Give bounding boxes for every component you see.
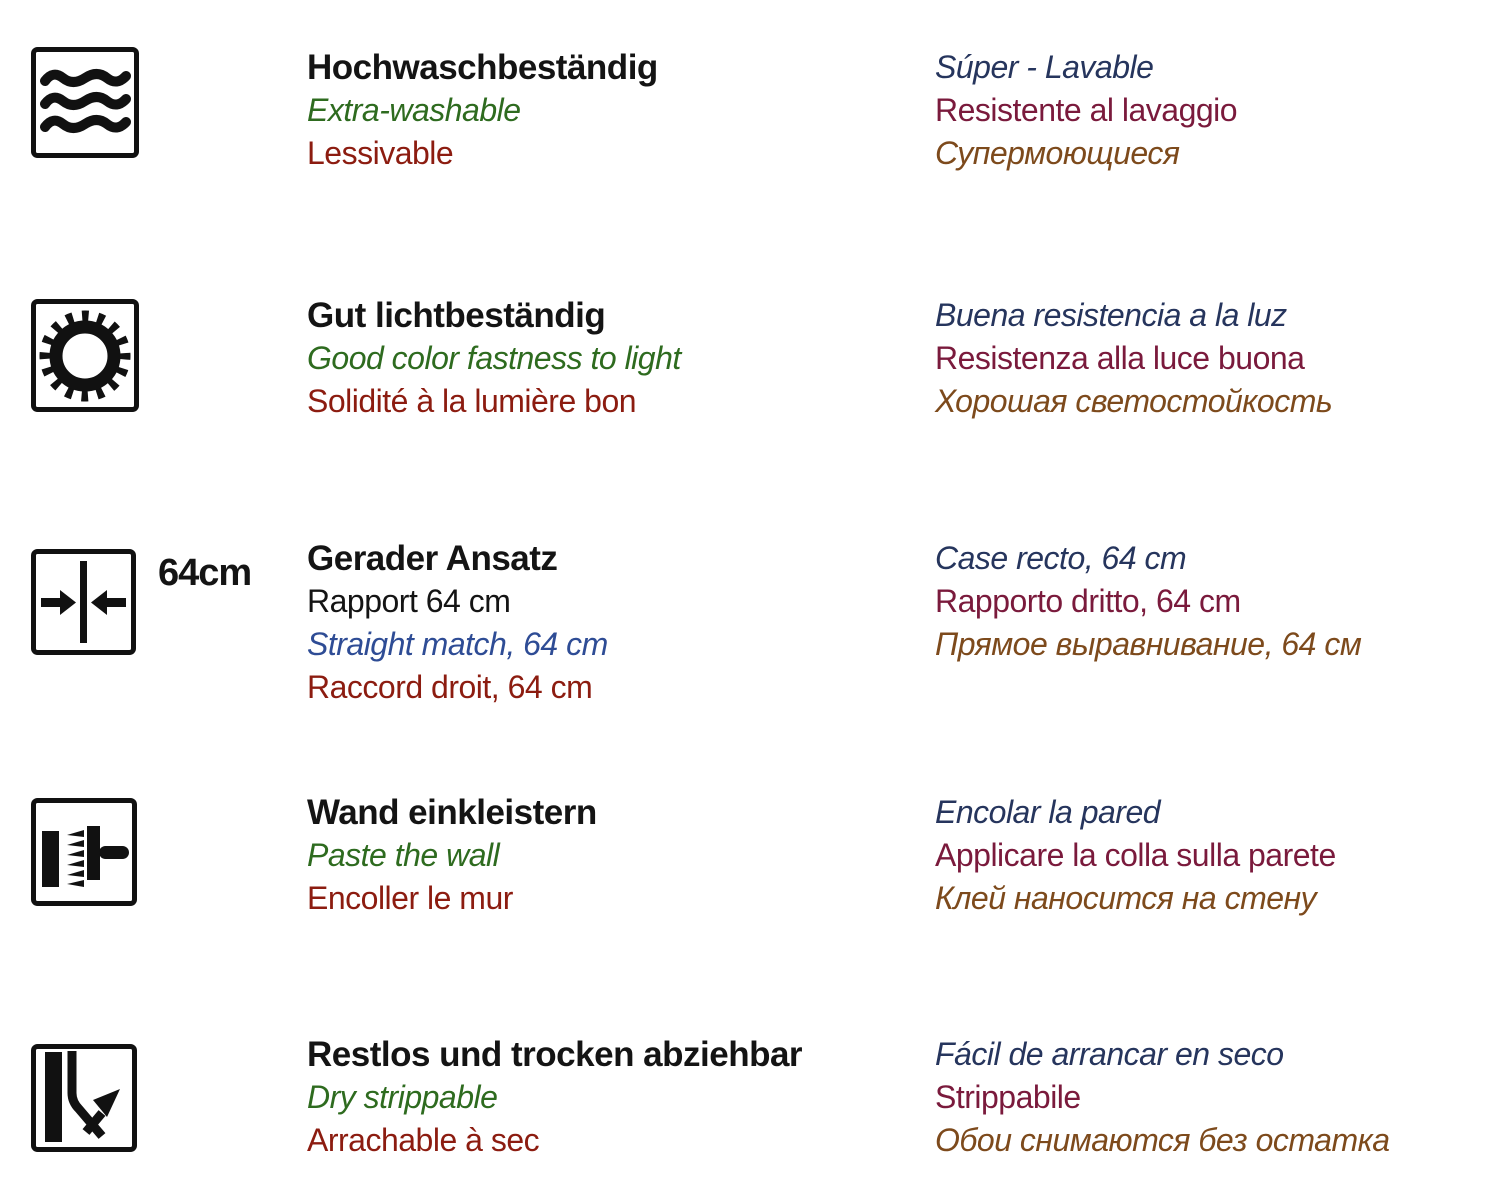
label-german: Gut lichtbeständig [307,296,606,335]
label-spanish: Buena resistencia a la luz [935,297,1287,333]
label-italian: Resistenza alla luce buona [935,340,1305,376]
label-russian: Обои снимаются без остатка [935,1122,1390,1158]
label-russian: Супермоющиеся [935,135,1180,171]
label-english: Good color fastness to light [307,340,681,376]
label-german: Gerader Ansatz [307,539,558,578]
label-italian: Strippabile [935,1079,1081,1115]
label-german: Hochwaschbeständig [307,48,658,87]
label-german: Wand einkleistern [307,793,597,832]
label-french: Lessivable [307,135,454,171]
sun-gear-icon [30,298,140,413]
label-english: Extra-washable [307,92,521,128]
repeat-size-label: 64cm [158,552,252,594]
label-german-rapport: Rapport 64 cm [307,583,511,619]
waves-icon [30,46,140,159]
straight-match-icon [30,548,140,656]
label-english: Straight match, 64 cm [307,626,608,662]
label-russian: Прямое выравнивание, 64 см [935,626,1362,662]
label-french: Arrachable à sec [307,1122,540,1158]
label-english: Paste the wall [307,837,500,873]
label-spanish: Fácil de arrancar en seco [935,1036,1284,1072]
label-italian: Rapporto dritto, 64 cm [935,583,1241,619]
label-french: Encoller le mur [307,880,513,916]
label-french: Raccord droit, 64 cm [307,669,593,705]
label-english: Dry strippable [307,1079,498,1115]
paste-brush-icon [30,797,140,907]
label-russian: Клей наносится на стену [935,880,1317,916]
peel-strip-icon [30,1043,140,1153]
label-german: Restlos und trocken abziehbar [307,1035,803,1074]
label-spanish: Encolar la pared [935,794,1161,830]
label-spanish: Case recto, 64 cm [935,540,1187,576]
label-italian: Applicare la colla sulla parete [935,837,1336,873]
label-spanish: Súper - Lavable [935,49,1154,85]
label-french: Solidité à la lumière bon [307,383,637,419]
label-russian: Хорошая светостойкость [935,383,1333,419]
label-italian: Resistente al lavaggio [935,92,1238,128]
